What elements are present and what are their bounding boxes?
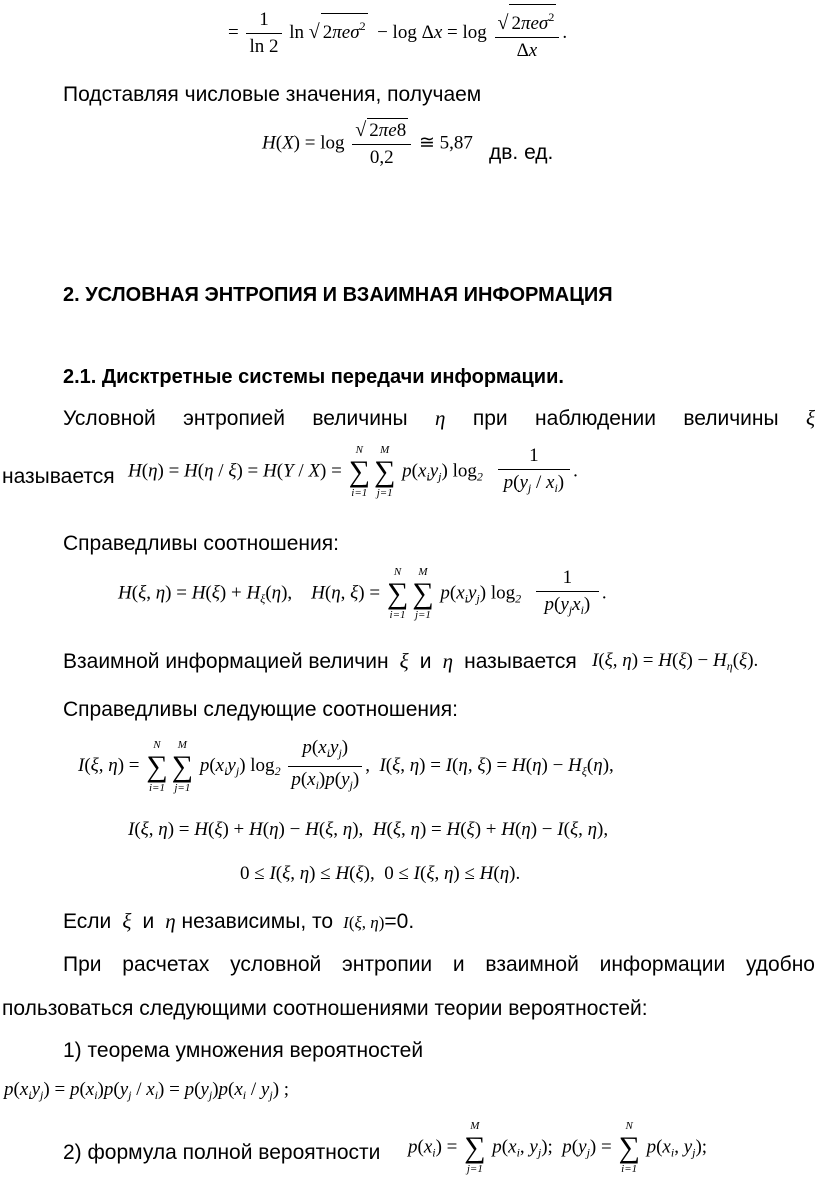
formula-conditional-entropy: H(η) = H(η / ξ) = H(Y / X) = N ∑ i=1 M ∑ j=1 $p(x_iy_j)$ $\log_2$ $\frac{1}{p(y_j / x_i)}$ . [128, 444, 578, 499]
calc-line-1: При расчетах условной энтропии и взаимной информации удобно [63, 953, 815, 976]
mutual-and: и [419, 650, 432, 673]
item1-text: 1) теорема умножения вероятностей [63, 1039, 424, 1062]
cond-def-start: Условной энтропией величины [63, 407, 408, 430]
if-label: Если [63, 910, 112, 933]
cond-def-line: Условной энтропией величины η при наблюдении величины ξ [63, 406, 815, 430]
cond-def-called: называется [2, 465, 115, 488]
calc-line-2: пользоваться следующими соотношениями теории вероятностей: [2, 997, 648, 1020]
formula-mutual-bounds: 0 ≤ I(ξ, η) ≤ H(ξ), 0 ≤ I(ξ, η) ≤ H(η). [240, 863, 521, 884]
formula-joint-entropy: H(ξ, $\eta) = H(\xi) + H_\xi(\eta)$, H(η, ξ) = N ∑ i=1 M ∑ j=1 $p(x_iy_j)$ $\log_2$ $\frac{1}{p(y_jx_i)}$ . [118, 566, 607, 621]
intro-values-text: Подставляя числовые значения, получаем [63, 83, 482, 106]
formula-entropy-continuous: = $\frac{1}{\ln 2}$ ln √ 2πeσ$^2$ − log Δx = log $\frac{√ 2\pi e\sigma^2}{\Delta x}$ . [228, 4, 567, 63]
relations1-text: Справедливы соотношения: [63, 532, 339, 555]
formula-multiplication: $p(x_iy_j) = p(x_i)p(y_j / x_i) = p(y_j)p(x_i / y_j)$ ; [4, 1079, 290, 1102]
unit-label: дв. ед. [489, 141, 554, 164]
if-zero: =0. [384, 910, 415, 933]
if-independent: независимы, то [181, 910, 334, 933]
item2-text: 2) формула полной вероятности [63, 1141, 381, 1164]
formula-mutual-def: I(ξ, $\eta) = H(\xi) - H_\eta(\xi)$. [592, 650, 759, 673]
mutual-called: называется [464, 650, 577, 673]
relations2-text: Справедливы следующие соотношения: [63, 698, 458, 721]
cond-def-mid: при наблюдении величины [472, 407, 779, 430]
formula-entropy-numeric: H(X) = log $\frac{√ 2\pi e8}{0,2}$ ≅ 5,87 [262, 119, 473, 168]
mutual-def-line: Взаимной информацией величин ξ и η называется [63, 649, 577, 673]
formula-total-probability: $p(x_i)$ = M ∑ j=1 $p(x_i$, $y_j$); $p(y_j)$ = N ∑ i=1 $p(x_i$, $y_j$); [408, 1120, 708, 1175]
formula-mutual-sum: I(ξ, η) = N ∑ i=1 M ∑ j=1 $p(x_iy_j)$ $\log_2$ $\frac{p(x_iy_j)}{p(x_i)p(y_j)}$ , I(ξ, η) = I(η, $\xi) = H(\eta) - H_\xi(\eta)$, [78, 737, 614, 794]
section-title: 2. УСЛОВНАЯ ЭНТРОПИЯ И ВЗАИМНАЯ ИНФОРМАЦИЯ [63, 284, 613, 306]
formula-mutual-relations: I(ξ, η) = H(ξ) + H(η) − H(ξ, η), H(ξ, η) = H(ξ) + H(η) − I(ξ, η), [128, 819, 609, 840]
if-and: и [142, 910, 155, 933]
mutual-def-text: Взаимной информацией величин [63, 650, 389, 673]
subsection-title: 2.1. Дисктретные системы передачи информации. [63, 366, 564, 388]
if-independent-line: Если ξ и η независимы, то I(ξ, η)=0. [63, 909, 415, 933]
